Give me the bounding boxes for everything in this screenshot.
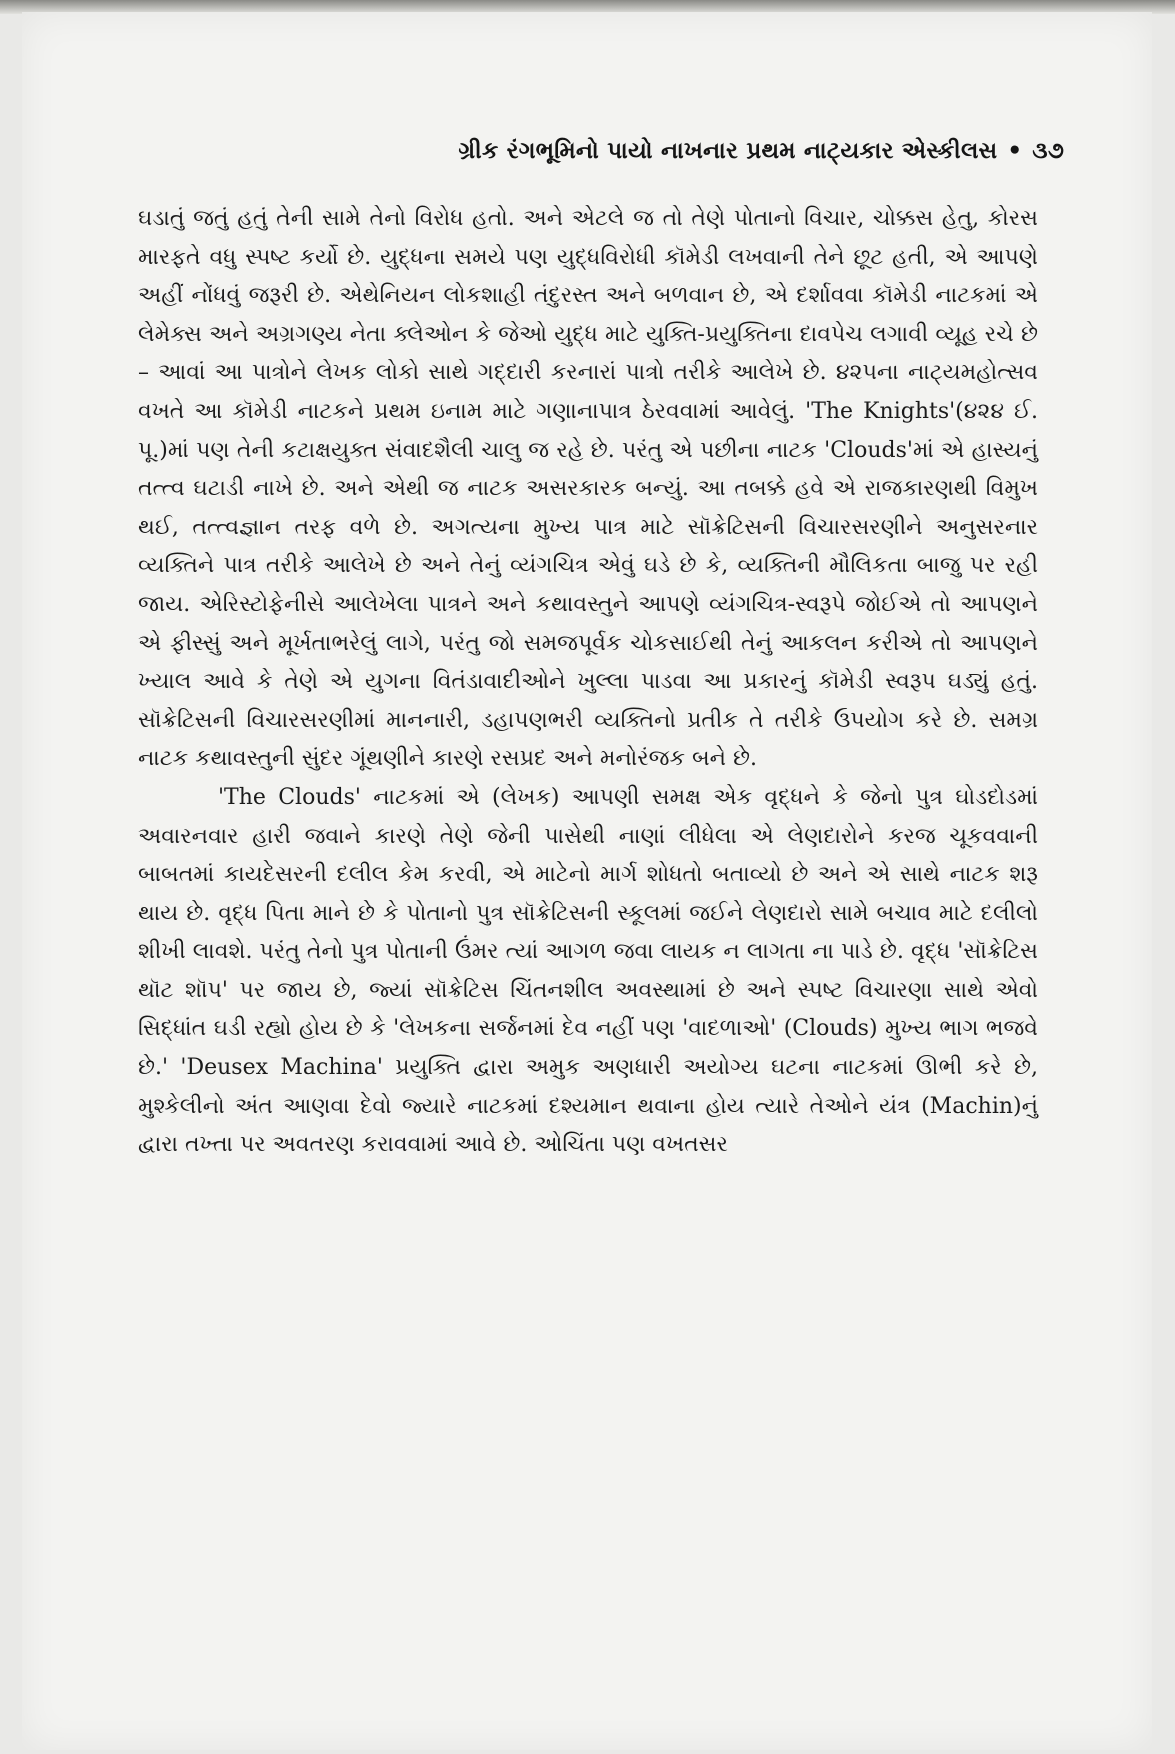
book-page (22, 12, 1152, 1750)
running-header-title: ગ્રીક રંગભૂમિનો પાયો નાખનાર પ્રથમ નાટ્યકાર એસ્કીલસ (458, 138, 998, 164)
page-number: ૩૭ (1032, 138, 1064, 164)
header-separator: • (1007, 138, 1023, 164)
paragraph-1: ઘડાતું જતું હતું તેની સામે તેનો વિરોધ હતો. અને એટલે જ તો તેણે પોતાનો વિચાર, ચોક્કસ હેતુ, કોરસ મારફતે વધુ સ્પષ્ટ કર્યો છે. યુદ્ધના સમયે પણ યુદ્ધવિરોધી કૉમેડી લખવાની તેને છૂટ હતી, એ આપણે અહીં નોંધવું જરૂરી છે. એથેનિયન લોકશાહી તંદુરસ્ત અને બળવાન છે, એ દર્શાવવા કૉમેડી નાટકમાં એ લેમેક્સ અને અગ્રગણ્ય નેતા ક્લેઓન કે જેઓ યુદ્ધ માટે યુક્તિ-પ્રયુક્તિના દાવપેચ લગાવી વ્યૂહ રચે છે – આવાં આ પાત્રોને લેખક લોકો સાથે ગદ્દારી કરનારાં પાત્રો તરીકે આલેખે છે. ૪૨૫ના નાટ્યમહોત્સવ વખતે આ કૉમેડી નાટકને પ્રથમ ઇનામ માટે ગણાનાપાત્ર ઠેરવવામાં આવેલું. 'The Knights'(૪૨૪ ઈ. પૂ.)માં પણ તેની કટાક્ષયુક્ત સંવાદશૈલી ચાલુ જ રહે છે. પરંતુ એ પછીના નાટક 'Clouds'માં એ હાસ્યનું તત્ત્વ ઘટાડી નાખે છે. અને એથી જ નાટક અસરકારક બન્યું. આ તબક્કે હવે એ રાજકારણથી વિમુખ થઈ, તત્ત્વજ્ઞાન તરફ વળે છે. અગત્યના મુખ્ય પાત્ર માટે સૉક્રેટિસની વિચારસરણીને અનુસરનાર વ્યક્તિને પાત્ર તરીકે આલેખે છે અને તેનું વ્યંગચિત્ર એવું ઘડે છે કે, વ્યક્તિની મૌલિકતા બાજુ પર રહી જાય. એરિસ્ટોફેનીસે આલેખેલા પાત્રને અને કથાવસ્તુને આપણે વ્યંગચિત્ર-સ્વરૂપે જોઈએ તો આપણને એ ફીસ્સું અને મૂર્ખતાભરેલું લાગે, પરંતુ જો સમજપૂર્વક ચોકસાઈથી તેનું આકલન કરીએ તો આપણને ખ્યાલ આવે કે તેણે એ યુગના વિતંડાવાદીઓને ખુલ્લા પાડવા આ પ્રકારનું કૉમેડી સ્વરૂપ ઘડ્યું હતું. સૉક્રેટિસની વિચારસરણીમાં માનનારી, ડહાપણભરી વ્યક્તિનો પ્રતીક તે તરીકે ઉપયોગ કરે છે. સમગ્ર નાટક કથાવસ્તુની સુંદર ગૂંથણીને કારણે રસપ્રદ અને મનોરંજક બને છે. (138, 206, 1038, 772)
body-text (138, 200, 1038, 1165)
paragraph-2: 'The Clouds' નાટકમાં એ (લેખક) આપણી સમક્ષ એક વૃદ્ધને કે જેનો પુત્ર ઘોડદોડમાં અવારનવાર હારી જવાને કારણે તેણે જેની પાસેથી નાણાં લીધેલા એ લેણદારોને કરજ ચૂકવવાની બાબતમાં કાયદેસરની દલીલ કેમ કરવી, એ માટેનો માર્ગ શોધતો બતાવ્યો છે અને એ સાથે નાટક શરૂ થાય છે. વૃદ્ધ પિતા માને છે કે પોતાનો પુત્ર સૉક્રેટિસની સ્કૂલમાં જઈને લેણદારો સામે બચાવ માટે દલીલો શીખી લાવશે. પરંતુ તેનો પુત્ર પોતાની ઉંમર ત્યાં આગળ જવા લાયક ન લાગતા ના પાડે છે. વૃદ્ધ 'સૉક્રેટિસ થૉટ શૉપ' પર જાય છે, જ્યાં સૉક્રેટિસ ચિંતનશીલ અવસ્થામાં છે અને સ્પષ્ટ વિચારણા સાથે એવો સિદ્ધાંત ઘડી રહ્યો હોય છે કે 'લેખકના સર્જનમાં દેવ નહીં પણ 'વાદળાઓ' (Clouds) મુખ્ય ભાગ ભજવે છે.' 'Deusex Machina' પ્રયુક્તિ દ્વારા અમુક અણધારી અયોગ્ય ઘટના નાટકમાં ઊભી કરે છે, મુશ્કેલીનો અંત આણવા દેવો જ્યારે નાટકમાં દશ્યમાન થવાના હોય ત્યારે તેઓને યંત્ર (Machin)નું દ્વારા તખ્તા પર અવતરણ કરાવવામાં આવે છે. ઓચિંતા પણ વખતસર (138, 784, 1038, 1158)
running-header (22, 138, 1064, 164)
